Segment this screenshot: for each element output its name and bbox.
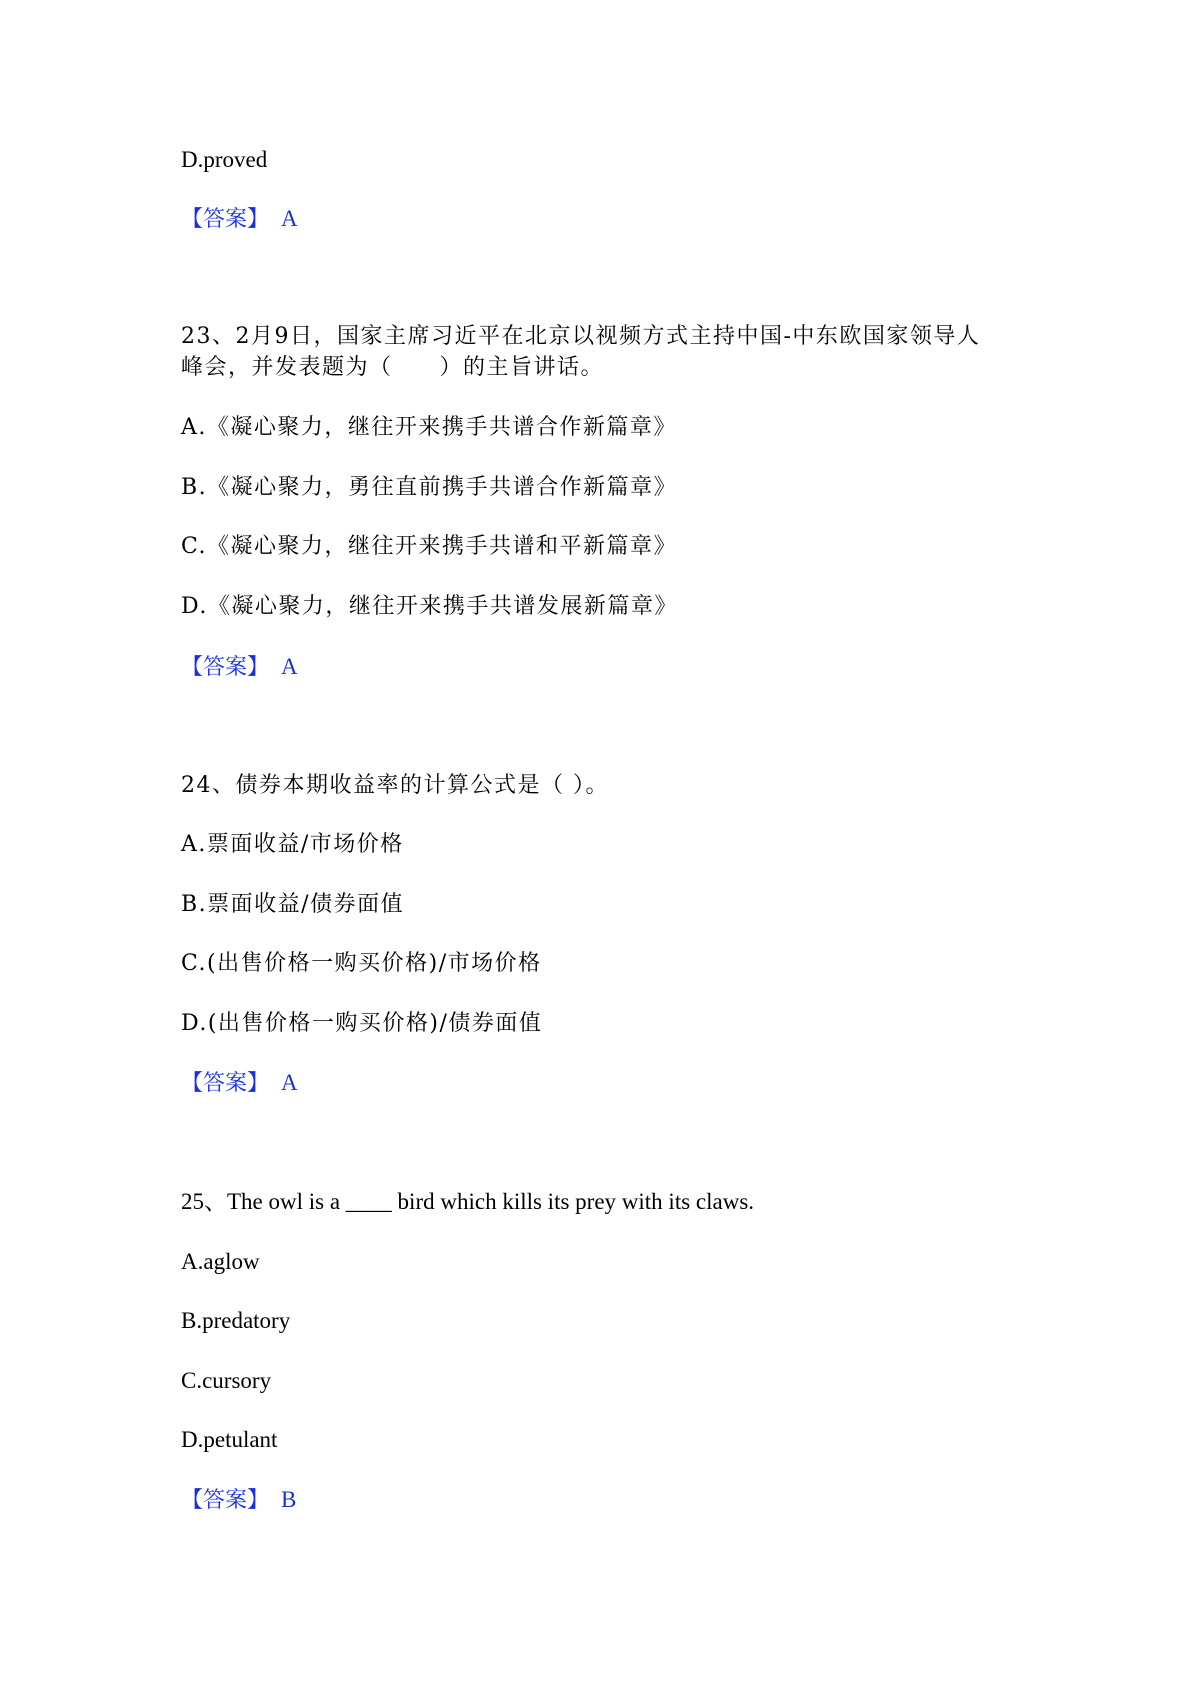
answer-label: 【答案】	[181, 1071, 270, 1096]
q23-option-c: C.《凝心聚力，继往开来携手共谱和平新篇章》	[181, 534, 678, 559]
prev-answer	[181, 204, 298, 235]
q25-option-d: D.petulant	[181, 1427, 278, 1452]
answer-label: 【答案】	[181, 207, 270, 232]
q25-option-a: A.aglow	[181, 1249, 260, 1274]
q23-option-a: A.《凝心聚力，继往开来携手共谱合作新篇章》	[181, 415, 677, 440]
q23-option-d: D.《凝心聚力，继往开来携手共谱发展新篇章》	[181, 594, 678, 619]
q24-option-c: C.(出售价格一购买价格)/市场价格	[181, 951, 542, 976]
q25-option-c: C.cursory	[181, 1368, 272, 1393]
q23-stem-line1: 23、2月9日，国家主席习近平在北京以视频方式主持中国-中东欧国家领导人	[181, 324, 981, 349]
q24-option-d: D.(出售价格一购买价格)/债券面值	[181, 1011, 543, 1036]
q24-option-b: B.票面收益/债券面值	[181, 892, 405, 917]
q24-answer	[181, 1068, 298, 1099]
answer-label: 【答案】	[181, 655, 270, 680]
answer-label: 【答案】	[181, 1488, 270, 1513]
q23-stem-line2: 峰会，并发表题为（ ）的主旨讲话。	[181, 355, 605, 380]
q25-answer	[181, 1485, 296, 1516]
q24-option-a: A.票面收益/市场价格	[181, 832, 404, 857]
answer-value: A	[281, 206, 298, 231]
q25-stem: 25、The owl is a ____ bird which kills its prey with its claws.	[181, 1189, 755, 1214]
answer-value: A	[281, 1070, 298, 1095]
q24-stem: 24、债券本期收益率的计算公式是（ ）。	[181, 773, 609, 798]
q23-answer	[181, 652, 298, 683]
prev-option-d: D.proved	[181, 147, 268, 172]
q25-option-b: B.predatory	[181, 1308, 291, 1333]
answer-value: B	[281, 1487, 297, 1512]
answer-value: A	[281, 654, 298, 679]
q23-option-b: B.《凝心聚力，勇往直前携手共谱合作新篇章》	[181, 475, 678, 500]
